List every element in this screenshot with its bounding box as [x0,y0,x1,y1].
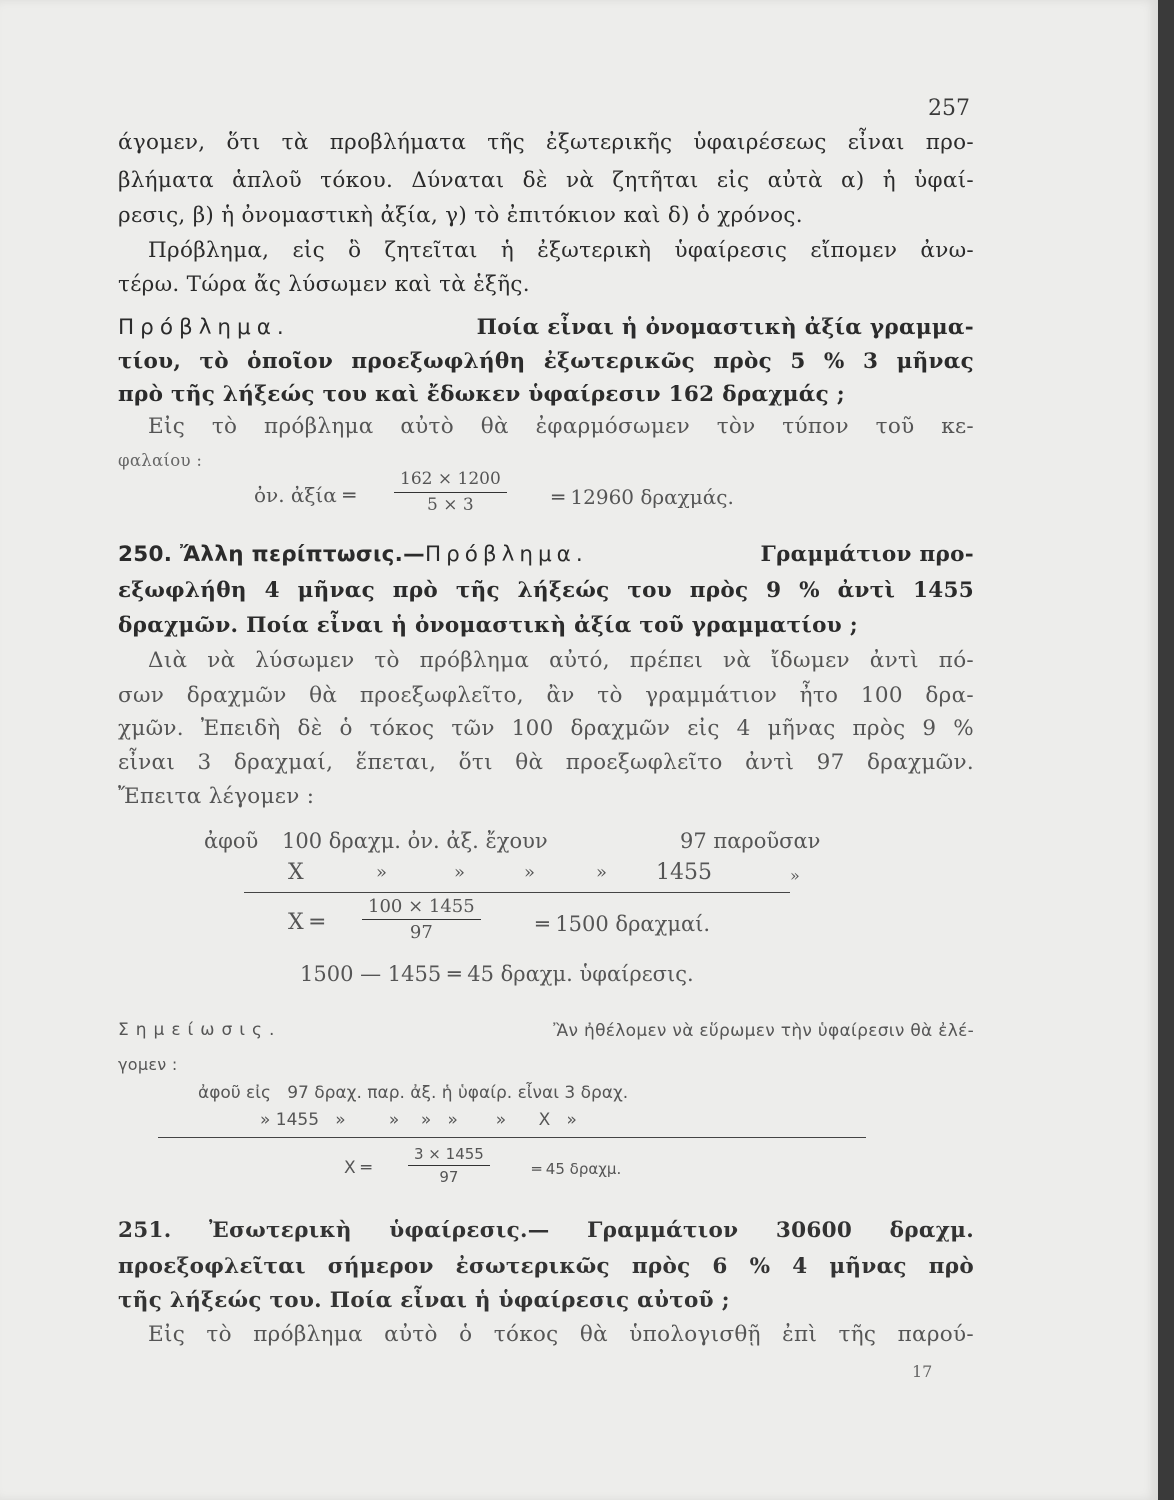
scheme-x-lhs: X ═ [288,910,324,935]
section250-label: Πρόβλημα. [424,542,588,567]
scheme-row2-q3: » [524,862,536,883]
note-line-2: γομεν : [118,1055,178,1074]
note-x-rhs: ═ 45 δραχμ. [532,1160,622,1178]
note-x-denominator: 97 [439,1168,459,1186]
problem-label [118,313,290,342]
problem1-text-1: Εἰς τὸ πρόβλημα αὐτὸ θὰ ἐφαρμόσωμεν τὸν τύπον τοῦ κε- [148,414,974,439]
formula1-fraction [394,467,507,518]
scheme-x-fraction [362,894,481,945]
section250-text-2: σων δραχμῶν θὰ προεξωφλεῖτο, ἂν τὸ γραμμάτιον ἦτο 100 δρα- [118,683,974,708]
scheme-row2-x: X [288,860,304,885]
scheme-result: 1500 — 1455 ═ 45 δραχμ. ὑφαίρεσις. [300,962,694,986]
intro-line-1: άγομεν, ὅτι τὰ προβλήματα τῆς ἐξωτερικῆς ὑφαιρέσεως εἶναι προ- [118,130,974,155]
scheme-rule [244,892,790,893]
scheme-x-numerator: 100 × 1455 [362,894,481,920]
problem1-line-1: Ποία εἶναι ἡ ὀνομαστικὴ ἀξία γραμμα- [476,315,974,340]
section250-text-5: Ἔπειτα λέγομεν : [118,784,315,809]
scheme-row1-c: 97 παροῦσαν [680,829,821,853]
note-x-fraction [408,1143,490,1188]
section250-text-1: Διὰ νὰ λύσωμεν τὸ πρόβλημα αὐτό, πρέπει νὰ ἴδωμεν ἀντὶ πό- [148,648,974,673]
scheme-row1-b: 100 δραχμ. ὀν. ἀξ. ἔχουν [282,829,548,853]
scheme-row2-q5: » [790,866,800,885]
problem1-line-3: πρὸ τῆς λήξεώς του καὶ ἔδωκεν ὑφαίρεσιν 162 δραχμάς ; [118,382,846,407]
note-rule [158,1137,866,1138]
section250-line-2: εξωφλήθη 4 μῆνας πρὸ τῆς λήξεώς του πρὸς 9 % ἀντὶ 1455 [118,578,974,603]
problem-label-text: Πρόβλημα. [118,315,290,340]
note-line-1-label [118,1016,281,1045]
formula1-denominator: 5 × 3 [427,495,474,515]
section251-line-3: τῆς λήξεώς του. Ποία εἶναι ἡ ὑφαίρεσις αὐτοῦ ; [118,1288,730,1313]
note-row2: » 1455 » » » » » X » [260,1110,577,1130]
section250-line-3: δραχμῶν. Ποία εἶναι ἡ ὀνομαστικὴ ἀξία τοῦ γραμματίου ; [118,613,858,638]
scheme-row2-q4: » [596,862,608,883]
footer-number: 17 [912,1362,933,1381]
note-x-lhs: X ═ [344,1158,372,1178]
section251-line-2: προεξοφλεῖται σήμερον ἐσωτερικῶς πρὸς 6 % 4 μῆνας πρὸ [118,1254,974,1279]
section251-text: Εἰς τὸ πρόβλημα αὐτὸ ὁ τόκος θὰ ὑπολογισθῇ ἐπὶ τῆς παρού- [148,1322,974,1347]
scheme-row2-q2: » [454,862,466,883]
note-row1: ἀφοῦ εἰς 97 δραχ. παρ. ἀξ. ἡ ὑφαίρ. εἶναι 3 δραχ. [198,1083,629,1103]
note-x-numerator: 3 × 1455 [408,1143,490,1166]
section250-heading: 250. Ἄλλη περίπτωσις.— [118,542,425,567]
scheme-row2-q1: » [376,862,388,883]
section251-line-1: 251. Ἐσωτερικὴ ὑφαίρεσις.— Γραμμάτιον 30600 δραχμ. [118,1218,974,1243]
intro-line-5: τέρω. Τώρα ἄς λύσωμεν καὶ τὰ ἑξῆς. [118,272,530,297]
intro-line-4: Πρόβλημα, εἰς ὃ ζητεῖται ἡ ἐξωτερικὴ ὑφαίρεσις εἴπομεν ἀνω- [148,238,974,263]
formula1-rhs: ═ 12960 δραχμάς. [552,485,734,509]
page-number: 257 [928,96,970,121]
intro-line-2: βλήματα ἁπλοῦ τόκου. Δύναται δὲ νὰ ζητῆται εἰς αὐτὰ α) ἡ ὑφαί- [118,168,974,193]
formula1-lhs: ὀν. ἀξία ═ [254,483,356,507]
note-label: Σημείωσις. [118,1020,282,1040]
intro-line-3: ρεσις, β) ἡ ὀνομαστικὴ ἀξία, γ) τὸ ἐπιτόκιον καὶ δ) ὁ χρόνος. [118,203,803,228]
problem1-line-2: τίου, τὸ ὁποῖον προεξωφλήθη ἐξωτερικῶς πρὸς 5 % 3 μῆνας [118,349,974,374]
scheme-x-rhs: ═ 1500 δραχμαί. [536,912,711,936]
section250-text-3: χμῶν. Ἐπειδὴ δὲ ὁ τόκος τῶν 100 δραχμῶν εἰς 4 μῆνας πρὸς 9 % [118,716,974,741]
scheme-row2-1455: 1455 [656,860,712,885]
section250-heading-line [118,540,588,569]
page-edge [1158,0,1174,1500]
section250-text-4: εἶναι 3 δραχμαί, ἕπεται, ὅτι θὰ προεξωφλεῖτο ἀντὶ 97 δραχμῶν. [118,750,974,775]
scheme-x-denominator: 97 [409,922,433,943]
note-line-1: Ἂν ἠθέλομεν νὰ εὕρωμεν τὴν ὑφαίρεσιν θὰ ἐλέ- [553,1021,974,1041]
formula1-numerator: 162 × 1200 [394,467,507,493]
section250-line-1: Γραμμάτιον προ- [760,542,974,567]
problem1-text-2: φαλαίου : [118,451,203,470]
scheme-row1-a: ἀφοῦ [204,829,259,853]
